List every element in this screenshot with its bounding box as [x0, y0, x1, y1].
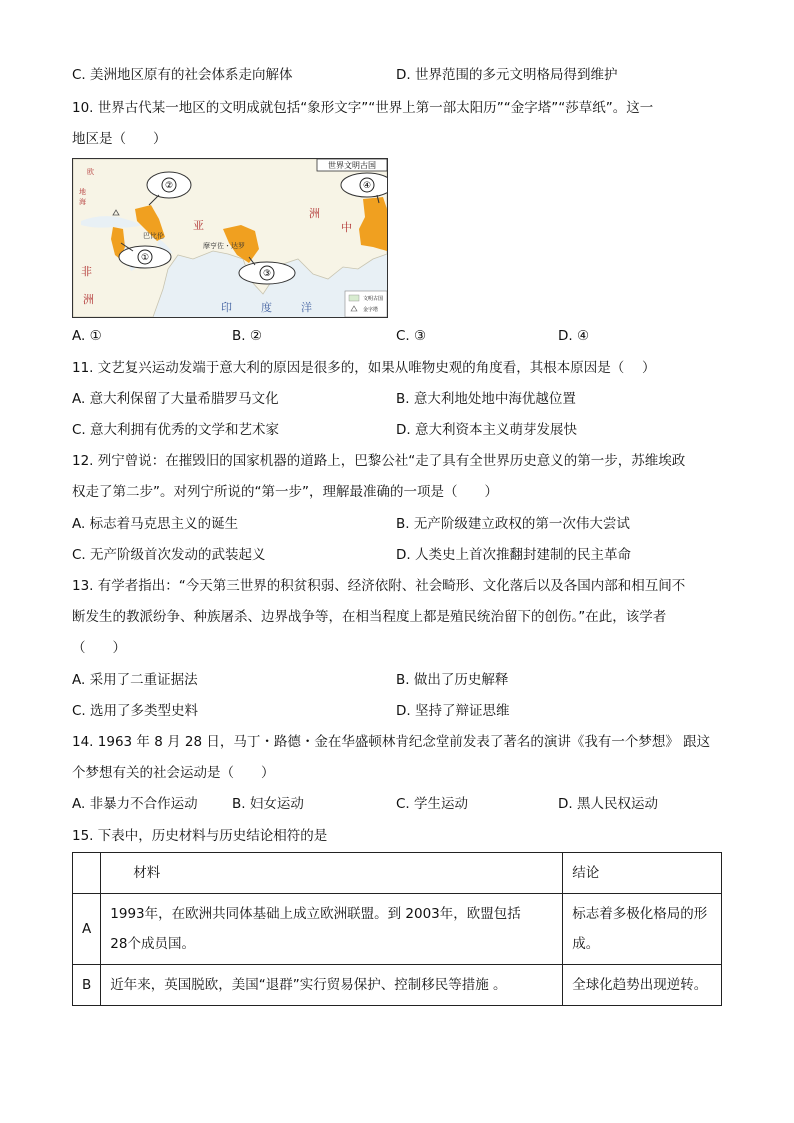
q14-stem-line1: 14. 1963 年 8 月 28 日，马丁・路德・金在华盛顿林肯纪念堂前发表了著名的演讲《我有一个梦想》 跟这 [72, 734, 711, 750]
header-conclusion: 结论 [563, 853, 722, 894]
q14-stem-line2: 个梦想有关的社会运动是（ ） [72, 765, 275, 781]
q13-option-d[interactable]: D. 坚持了辩证思维 [396, 703, 510, 719]
q14-option-d[interactable]: D. 黑人民权运动 [558, 796, 658, 812]
map-label-12: 摩亨佐・达罗 [203, 242, 245, 250]
q12-option-d[interactable]: D. 人类史上首次推翻封建制的民主革命 [396, 547, 631, 563]
q15-stem: 15. 下表中，历史材料与历史结论相符的是 [72, 828, 328, 844]
header-material: 材料 [101, 853, 563, 894]
q11-stem: 11. 文艺复兴运动发端于意大利的原因是很多的，如果从唯物史观的角度看，其根本原因是（ ） [72, 360, 656, 376]
row-conclusion-line2: 成。 [572, 936, 600, 952]
row-material-line2: 28个成员国。 [110, 936, 195, 952]
marker-2: ② [164, 181, 174, 191]
q9-option-c[interactable]: C. 美洲地区原有的社会体系走向解体 [72, 67, 293, 83]
q13-option-c[interactable]: C. 选用了多类型史料 [72, 703, 199, 719]
world-civilizations-map [72, 158, 388, 318]
table-row [73, 965, 722, 1006]
map-label-0: 欧 [87, 168, 94, 176]
map-label-2: 海 [79, 198, 86, 206]
q12-option-c[interactable]: C. 无产阶级首次发动的武装起义 [72, 547, 266, 563]
q10-option-c[interactable]: C. ③ [396, 328, 427, 344]
q13-option-b[interactable]: B. 做出了历史解释 [396, 672, 509, 688]
map-label-11: 巴比伦 [143, 232, 164, 240]
map-label-8: 度 [261, 301, 272, 314]
table-header-row [73, 853, 722, 894]
q10-option-d[interactable]: D. ④ [558, 328, 590, 344]
row-material [101, 965, 563, 1006]
map-label-3: 亚 [193, 219, 204, 232]
legend-pyramid: 金字塔 [363, 307, 379, 313]
q14-option-b[interactable]: B. 妇女运动 [232, 796, 304, 812]
row-conclusion [563, 894, 722, 965]
q10-option-b[interactable]: B. ② [232, 328, 262, 344]
table-row [73, 894, 722, 965]
row-key: A [73, 894, 101, 965]
map-label-6: 洲 [83, 293, 94, 306]
q12-option-b[interactable]: B. 无产阶级建立政权的第一次伟大尝试 [396, 516, 630, 532]
q11-option-a[interactable]: A. 意大利保留了大量希腊罗马文化 [72, 391, 279, 407]
q10-stem-line1: 10. 世界古代某一地区的文明成就包括“象形文字”“世界上第一部太阳历”“金字塔”“莎草纸”。这一 [72, 100, 654, 116]
map-label-1: 地 [79, 188, 86, 196]
q10-option-a[interactable]: A. ① [72, 328, 102, 344]
q11-option-b[interactable]: B. 意大利地处地中海优越位置 [396, 391, 576, 407]
q13-option-a[interactable]: A. 采用了二重证据法 [72, 672, 198, 688]
q11-option-d[interactable]: D. 意大利资本主义萌芽发展快 [396, 422, 577, 438]
map-svg [73, 159, 387, 317]
map-label-10: 中 [341, 221, 352, 234]
map-label-9: 洋 [301, 301, 312, 314]
legend-civilization: 文明古国 [363, 296, 384, 302]
map-title: 世界文明古国 [328, 161, 376, 170]
marker-3: ③ [262, 269, 272, 279]
marker-1: ① [140, 253, 150, 263]
q13-stem-line3: （ ） [72, 640, 126, 656]
q13-stem-line1: 13. 有学者指出：“今天第三世界的积贫积弱、经济依附、社会畸形、文化落后以及各国内部和相互间不 [72, 578, 686, 594]
q13-stem-line2: 断发生的教派纷争、种族屠杀、边界战争等，在相当程度上都是殖民统治留下的创伤。”在此，该学者 [72, 609, 667, 625]
map-label-5: 非 [81, 265, 92, 278]
q9-option-d[interactable]: D. 世界范围的多元文明格局得到维护 [396, 67, 618, 83]
q12-option-a[interactable]: A. 标志着马克思主义的诞生 [72, 516, 239, 532]
q14-option-c[interactable]: C. 学生运动 [396, 796, 469, 812]
q10-stem-line2: 地区是（ ） [72, 131, 167, 147]
row-key: B [73, 965, 101, 1006]
row-material-line1: 近年来，英国脱欧，美国“退群”实行贸易保护、控制移民等措施 。 [110, 977, 507, 993]
row-conclusion-line1: 标志着多极化格局的形 [572, 906, 708, 922]
row-conclusion-line1: 全球化趋势出现逆转。 [572, 977, 708, 993]
row-conclusion [563, 965, 722, 1006]
q11-option-c[interactable]: C. 意大利拥有优秀的文学和艺术家 [72, 422, 280, 438]
q15-table [72, 852, 722, 1006]
q12-stem-line2: 权走了第二步”。对列宁所说的“第一步”，理解最准确的一项是（ ） [72, 484, 498, 500]
map-label-7: 印 [221, 301, 232, 314]
map-label-4: 洲 [309, 207, 320, 220]
marker-4: ④ [362, 181, 372, 191]
q14-option-a[interactable]: A. 非暴力不合作运动 [72, 796, 198, 812]
row-material-line1: 1993年，在欧洲共同体基础上成立欧洲联盟。到 2003年，欧盟包括 [110, 906, 521, 922]
header-key [73, 853, 101, 894]
q12-stem-line1: 12. 列宁曾说：在摧毁旧的国家机器的道路上，巴黎公社“走了具有全世界历史意义的第一步，苏维埃政 [72, 453, 686, 469]
row-material [101, 894, 563, 965]
